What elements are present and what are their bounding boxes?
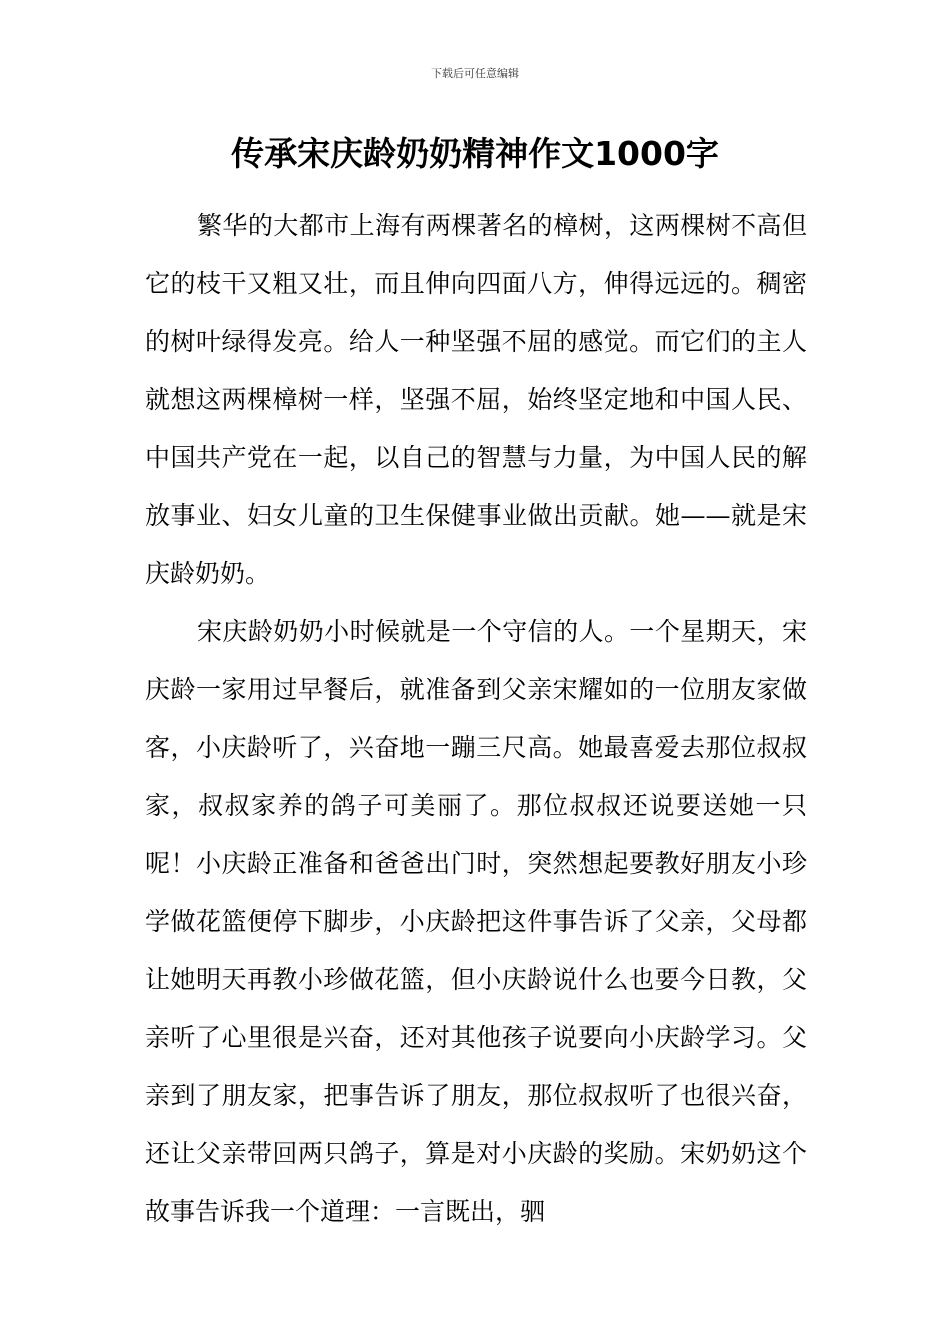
- paragraph-1: 繁华的大都市上海有两棵著名的樟树，这两棵树不高但它的枝干又粗又壮，而且伸向四面八方，伸得远远的。稠密的树叶绿得发亮。给人一种坚强不屈的感觉。而它们的主人就想这两棵樟树一样，坚强不屈，始终坚定地和中国人民、中国共产党在一起，以自己的智慧与力量，为中国人民的解放事业、妇女儿童的卫生保健事业做出贡献。她——就是宋庆龄奶奶。: [145, 211, 807, 588]
- document-body: [145, 197, 807, 1241]
- paragraph-2: 宋庆龄奶奶小时候就是一个守信的人。一个星期天，宋庆龄一家用过早餐后，就准备到父亲宋耀如的一位朋友家做客，小庆龄听了，兴奋地一蹦三尺高。她最喜爱去那位叔叔家，叔叔家养的鸽子可美丽了。那位叔叔还说要送她一只呢！小庆龄正准备和爸爸出门时，突然想起要教好朋友小珍学做花篮便停下脚步，小庆龄把这件事告诉了父亲，父母都让她明天再教小珍做花篮，但小庆龄说什么也要今日教，父亲听了心里很是兴奋，还对其他孩子说要向小庆龄学习。父亲到了朋友家，把事告诉了朋友，那位叔叔听了也很兴奋，还让父亲带回两只鸽子，算是对小庆龄的奖励。宋奶奶这个故事告诉我一个道理：一言既出，驷: [145, 617, 807, 1226]
- document-title: 传承宋庆龄奶奶精神作文1000字: [231, 134, 719, 173]
- header-note: 下载后可任意编辑: [431, 67, 519, 80]
